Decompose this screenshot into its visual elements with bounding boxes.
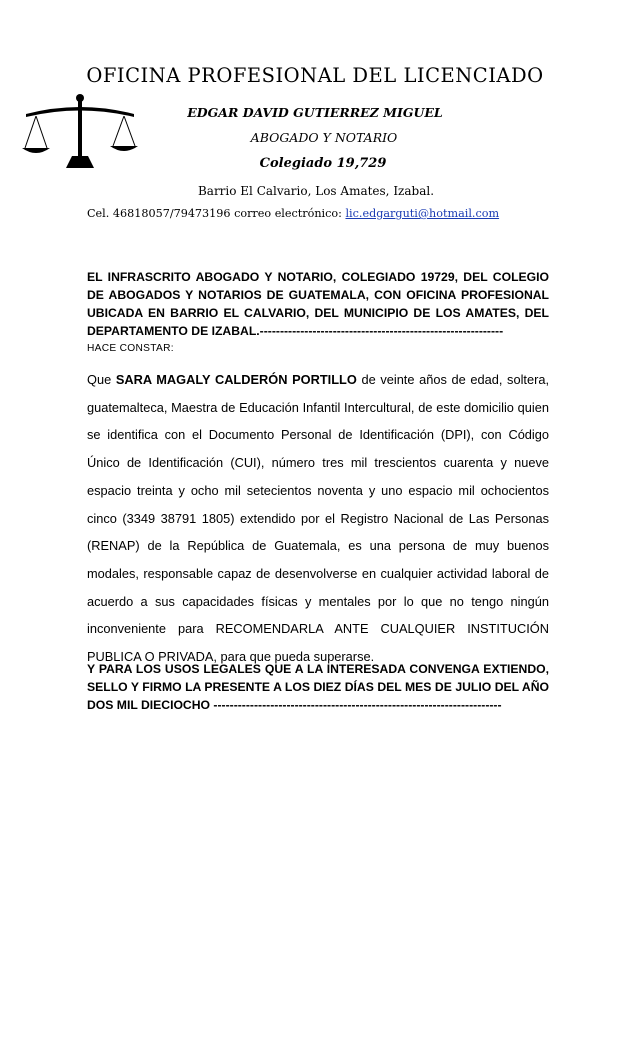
contact-line (87, 207, 499, 220)
colegiado-number: Colegiado 19,729 (259, 156, 387, 171)
intro-paragraph: EL INFRASCRITO ABOGADO Y NOTARIO, COLEGIADO 19729, DEL COLEGIO DE ABOGADOS Y NOTARIOS DE GUATEMALA, CON OFICINA PROFESIONAL UBICADA EN BARRIO EL CALVARIO, DEL MUNICIPIO DE LOS AMATES, DEL DEPARTAMENTO DE IZABAL.------------------------------------------------------------ (87, 270, 549, 338)
lawyer-role: ABOGADO Y NOTARIO (250, 130, 398, 145)
subject-name: SARA MAGALY CALDERÓN PORTILLO (115, 372, 357, 387)
email-link[interactable]: lic.edgarguti@hotmail.com (345, 207, 500, 220)
hace-constar-heading: HACE CONSTAR: (87, 343, 174, 354)
office-title: OFICINA PROFESIONAL DEL LICENCIADO (86, 64, 544, 87)
closing-paragraph: Y PARA LOS USOS LEGALES QUE A LA INTERESADA CONVENGA EXTIENDO, SELLO Y FIRMO LA PRESENTE A LOS DIEZ DÍAS DEL MES DE JULIO DEL AÑO DOS MIL DIECIOCHO ----------------------------------------------------------------------- (87, 662, 549, 712)
para-body: de veinte años de edad, soltera, guatemalteca, Maestra de Educación Infantil Intercultural, de este domicilio quien se identifica con el Documento Personal de Identificación (DPI), con Código Único de Identificación (CUI), número tres mil trescientos cuarenta y nueve espacio treinta y ocho mil setecientos noventa y uno espacio mil ochocientos cinco (3349 38791 1805) extendido por el Registro Nacional de Las Personas (RENAP) de la República de Guatemala, es una persona de muy buenos modales, responsable capaz de desenvolverse en cualquier actividad laboral de acuerdo a sus capacidades físicas y mentales por lo que no tengo ningún inconveniente para RECOMENDARLA ANTE CUALQUIER INSTITUCIÓN PUBLICA O PRIVADA, para que pueda superarse. (87, 372, 550, 665)
office-address: Barrio El Calvario, Los Amates, Izabal. (197, 184, 435, 198)
lawyer-name: EDGAR DAVID GUTIERREZ MIGUEL (187, 105, 443, 120)
para-prefix: Que (87, 372, 116, 387)
main-paragraph (87, 366, 549, 671)
contact-phones: Cel. 46818057/79473196 correo electrónico: (87, 207, 346, 220)
